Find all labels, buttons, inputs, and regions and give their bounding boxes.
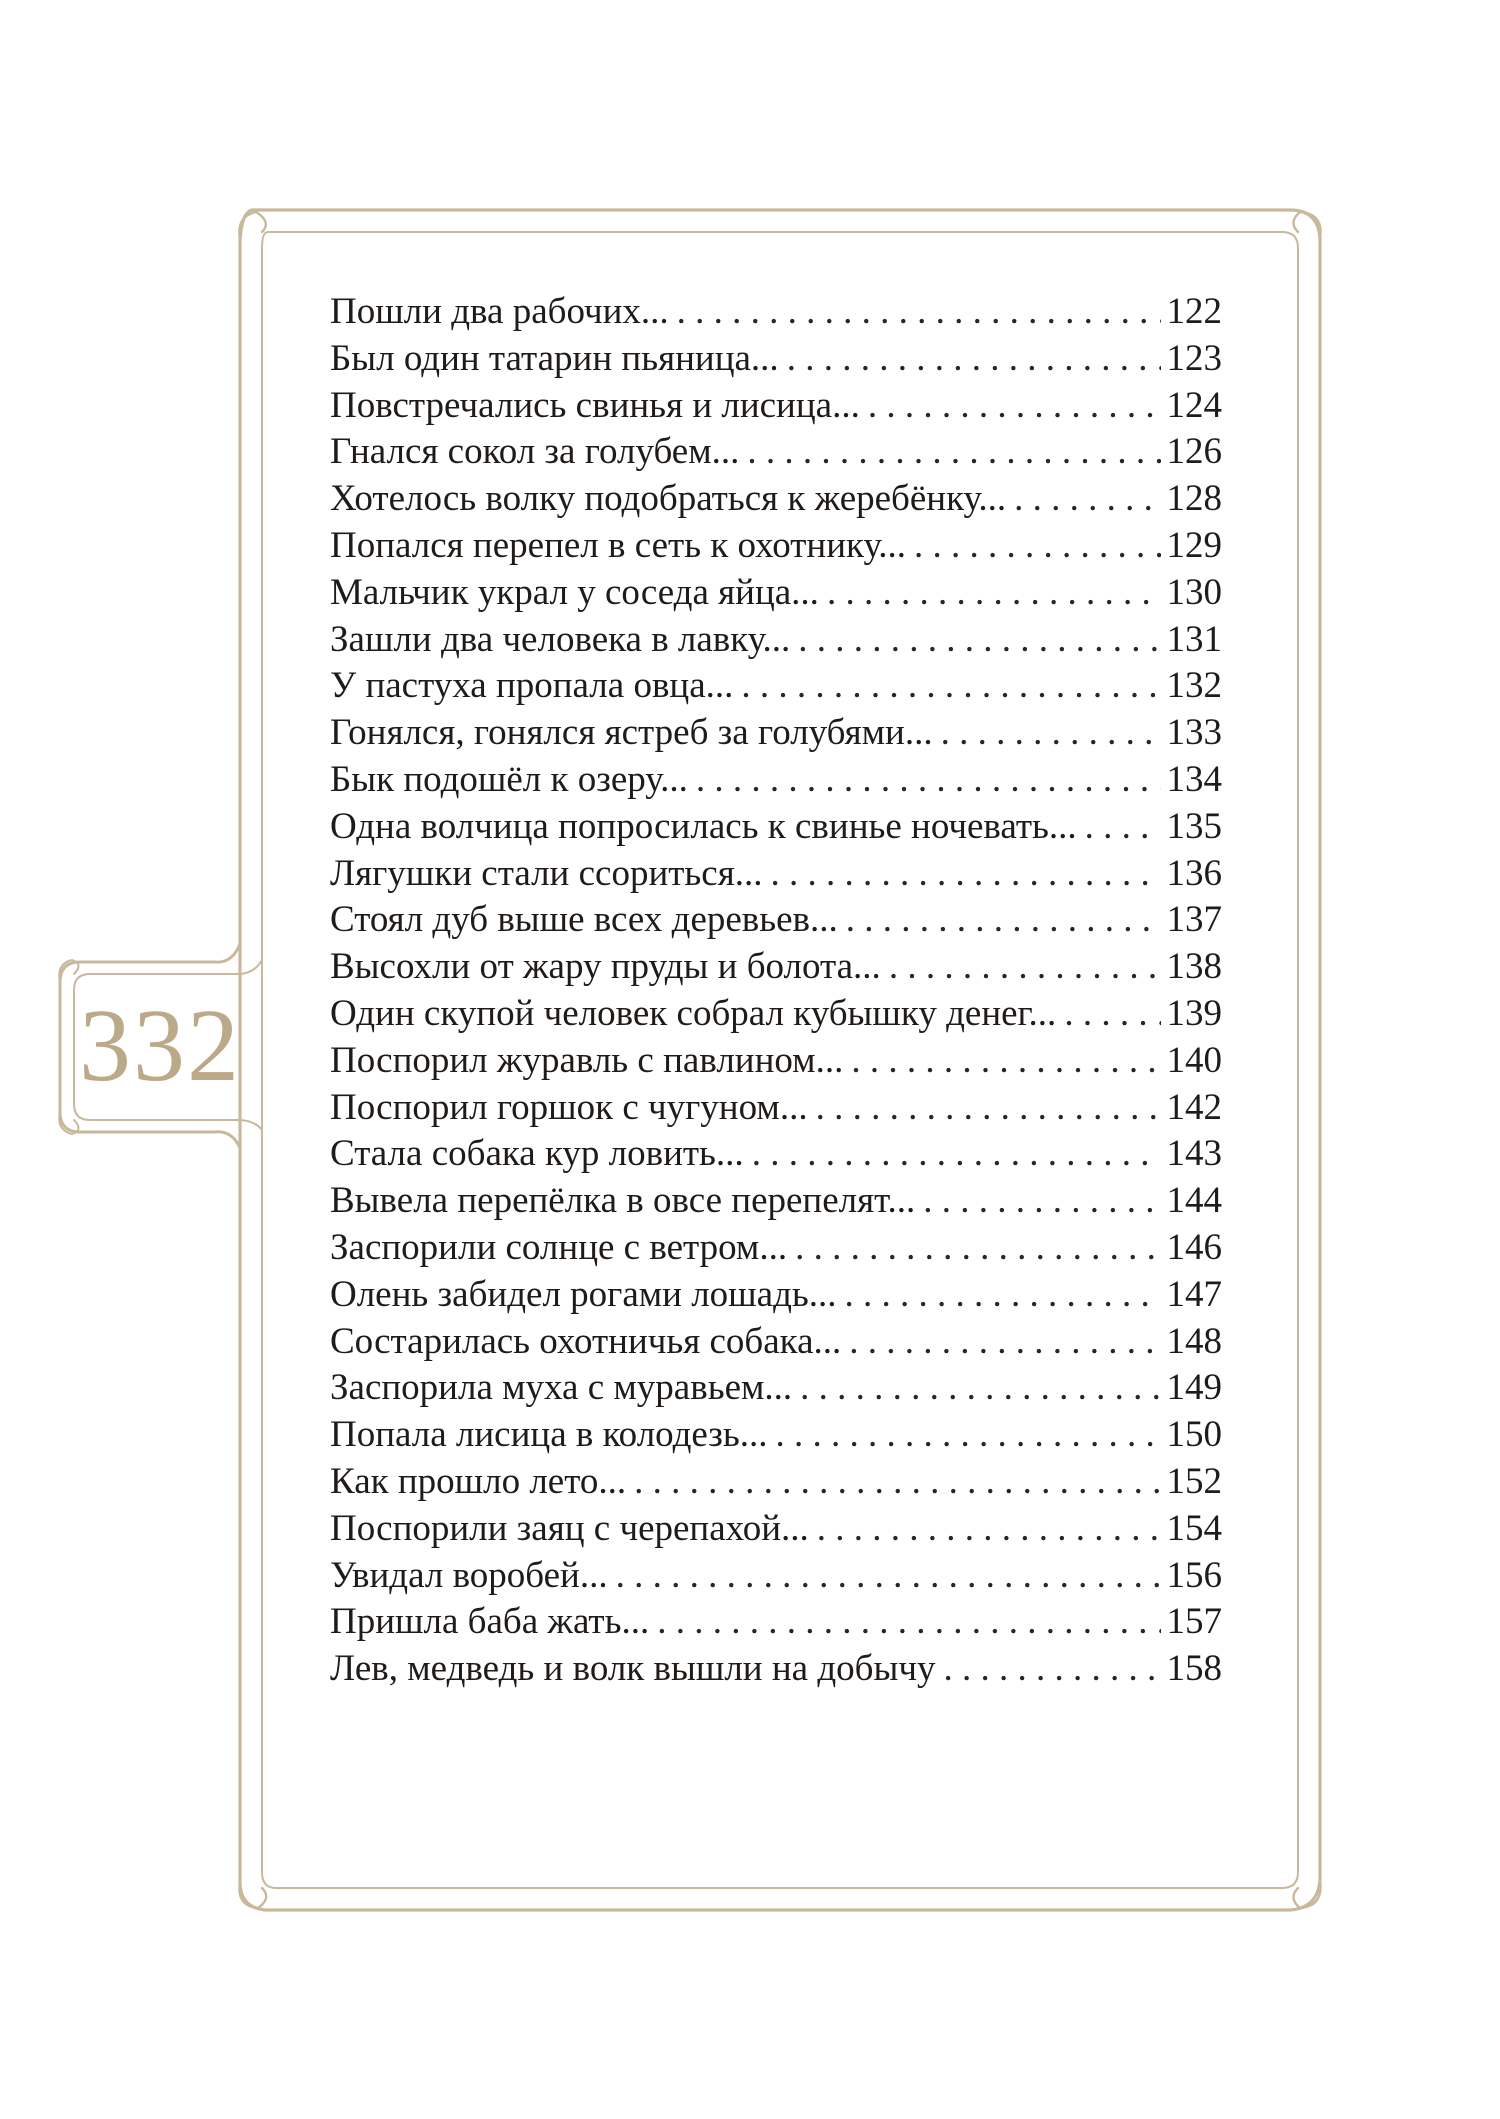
toc-leader-dots — [1014, 477, 1160, 520]
toc-entry-title: Поспорил журавль с павлином... — [330, 1039, 844, 1081]
toc-entry — [330, 758, 1222, 805]
toc-entry-title: Повстречались свинья и лисица... — [330, 384, 860, 426]
toc-entry-page: 134 — [1166, 758, 1222, 800]
toc-entry-title: Состарилась охотничья собака... — [330, 1320, 842, 1362]
toc-entry-title: Вывела перепёлка в овсе перепелят... — [330, 1180, 916, 1222]
toc-entry — [330, 1226, 1222, 1273]
page-number: 332 — [79, 987, 241, 1103]
toc-entry-page: 137 — [1166, 899, 1222, 941]
toc-entry-title: Бык подошёл к озеру... — [330, 758, 688, 800]
toc-entry-page: 148 — [1166, 1320, 1222, 1362]
toc-entry — [330, 711, 1222, 758]
toc-entry — [330, 477, 1222, 524]
toc-entry — [330, 290, 1222, 337]
toc-entry-title: Стала собака кур ловить... — [330, 1133, 744, 1175]
toc-entry — [330, 898, 1222, 945]
toc-entry — [330, 1600, 1222, 1647]
toc-leader-dots — [1085, 805, 1161, 848]
toc-entry-page: 143 — [1166, 1133, 1222, 1175]
toc-entry-title: Попала лисица в колодезь... — [330, 1414, 768, 1456]
toc-entry-title: Олень забидел рогами лошадь... — [330, 1273, 837, 1315]
toc-entry — [330, 337, 1222, 384]
toc-entry — [330, 1086, 1222, 1133]
toc-entry — [330, 1132, 1222, 1179]
toc-entry-page: 131 — [1166, 618, 1222, 660]
toc-entry-page: 149 — [1166, 1367, 1222, 1409]
toc-entry-page: 158 — [1166, 1648, 1222, 1690]
toc-entry-page: 154 — [1166, 1507, 1222, 1549]
toc-entry-title: Одна волчица попросилась к свинье ночевать... — [330, 805, 1077, 847]
toc-entry — [330, 1413, 1222, 1460]
toc-leader-dots — [943, 1647, 1160, 1690]
toc-leader-dots — [846, 898, 1161, 941]
toc-entry-title: Заспорила муха с муравьем... — [330, 1367, 793, 1409]
toc-entry-title: Увидал воробей... — [330, 1554, 608, 1596]
toc-entry — [330, 618, 1222, 665]
toc-entry-title: Лев, медведь и волк вышли на добычу — [330, 1648, 936, 1690]
toc-entry — [330, 852, 1222, 899]
toc-entry — [330, 945, 1222, 992]
toc-leader-dots — [798, 618, 1160, 661]
toc-entry-page: 136 — [1166, 852, 1222, 894]
toc-entry — [330, 1273, 1222, 1320]
toc-leader-dots — [868, 384, 1161, 427]
toc-entry-title: Пришла баба жать... — [330, 1601, 650, 1643]
toc-entry-title: У пастуха пропала овца... — [330, 665, 734, 707]
toc-entry-page: 124 — [1166, 384, 1222, 426]
toc-entry — [330, 1460, 1222, 1507]
toc-entry-title: Высохли от жару пруды и болота... — [330, 946, 881, 988]
toc-entry — [330, 1039, 1222, 1086]
toc-entry-page: 132 — [1166, 665, 1222, 707]
toc-entry — [330, 384, 1222, 431]
toc-entry-page: 142 — [1166, 1086, 1222, 1128]
toc-leader-dots — [800, 1366, 1160, 1409]
toc-entry-page: 150 — [1166, 1414, 1222, 1456]
toc-leader-dots — [827, 571, 1161, 614]
toc-entry-page: 129 — [1166, 524, 1222, 566]
toc-entry — [330, 524, 1222, 571]
toc-leader-dots — [816, 1086, 1161, 1129]
toc-entry-title: Стоял дуб выше всех деревьев... — [330, 899, 838, 941]
toc-leader-dots — [889, 945, 1161, 988]
toc-leader-dots — [747, 430, 1160, 473]
toc-entry — [330, 1647, 1222, 1694]
toc-leader-dots — [941, 711, 1161, 754]
toc-leader-dots — [849, 1320, 1160, 1363]
toc-entry-page: 138 — [1166, 946, 1222, 988]
toc-entry — [330, 430, 1222, 477]
toc-leader-dots — [657, 1600, 1160, 1643]
toc-entry-page: 123 — [1166, 337, 1222, 379]
toc-entry — [330, 1366, 1222, 1413]
toc-entry-title: Гонялся, гонялся ястреб за голубями... — [330, 712, 933, 754]
toc-entry-page: 126 — [1166, 431, 1222, 473]
toc-entry-page: 146 — [1166, 1226, 1222, 1268]
toc-entry — [330, 571, 1222, 618]
toc-entry-title: Хотелось волку подобраться к жеребёнку... — [330, 478, 1007, 520]
toc-leader-dots — [817, 1507, 1161, 1550]
toc-entry-page: 128 — [1166, 478, 1222, 520]
toc-entry-title: Поспорили заяц с черепахой... — [330, 1507, 809, 1549]
toc-entry-title: Поспорил горшок с чугуном... — [330, 1086, 808, 1128]
toc-leader-dots — [634, 1460, 1160, 1503]
toc-entry-page: 157 — [1166, 1601, 1222, 1643]
toc-entry-title: Заспорили солнце с ветром... — [330, 1226, 788, 1268]
table-of-contents — [330, 290, 1222, 1694]
toc-leader-dots — [851, 1039, 1160, 1082]
toc-leader-dots — [776, 1413, 1161, 1456]
toc-leader-dots — [1064, 992, 1160, 1035]
toc-leader-dots — [616, 1554, 1161, 1597]
toc-entry-title: Один скупой человек собрал кубышку денег... — [330, 992, 1057, 1034]
toc-entry-title: Пошли два рабочих... — [330, 291, 669, 332]
toc-entry-page: 156 — [1166, 1554, 1222, 1596]
toc-leader-dots — [787, 337, 1161, 380]
toc-leader-dots — [795, 1226, 1160, 1269]
toc-leader-dots — [741, 664, 1160, 707]
toc-entry-page: 152 — [1166, 1460, 1222, 1502]
toc-leader-dots — [923, 1179, 1160, 1222]
toc-entry-page: 144 — [1166, 1180, 1222, 1222]
toc-entry — [330, 992, 1222, 1039]
toc-entry-title: Зашли два человека в лавку... — [330, 618, 791, 660]
toc-leader-dots — [845, 1273, 1161, 1316]
toc-entry — [330, 1179, 1222, 1226]
toc-leader-dots — [914, 524, 1161, 567]
toc-entry-page: 130 — [1166, 571, 1222, 613]
toc-entry — [330, 1507, 1222, 1554]
toc-entry-title: Лягушки стали ссориться... — [330, 852, 763, 894]
toc-entry-page: 139 — [1166, 992, 1222, 1034]
toc-entry-page: 147 — [1166, 1273, 1222, 1315]
toc-entry-title: Как прошло лето... — [330, 1460, 627, 1502]
toc-entry-page: 135 — [1166, 805, 1222, 847]
toc-leader-dots — [696, 758, 1161, 801]
toc-entry-page: 122 — [1166, 291, 1222, 332]
toc-leader-dots — [771, 852, 1161, 895]
toc-entry-page: 133 — [1166, 712, 1222, 754]
toc-entry-title: Был один татарин пьяница... — [330, 337, 779, 379]
toc-entry-title: Мальчик украл у соседа яйца... — [330, 571, 819, 613]
toc-entry — [330, 1554, 1222, 1601]
toc-entry-title: Гнался сокол за голубем... — [330, 431, 740, 473]
toc-entry — [330, 805, 1222, 852]
toc-leader-dots — [752, 1132, 1161, 1175]
toc-entry-title: Попался перепел в сеть к охотнику... — [330, 524, 906, 566]
toc-leader-dots — [677, 290, 1161, 333]
toc-entry — [330, 664, 1222, 711]
toc-entry — [330, 1320, 1222, 1367]
toc-entry-page: 140 — [1166, 1039, 1222, 1081]
